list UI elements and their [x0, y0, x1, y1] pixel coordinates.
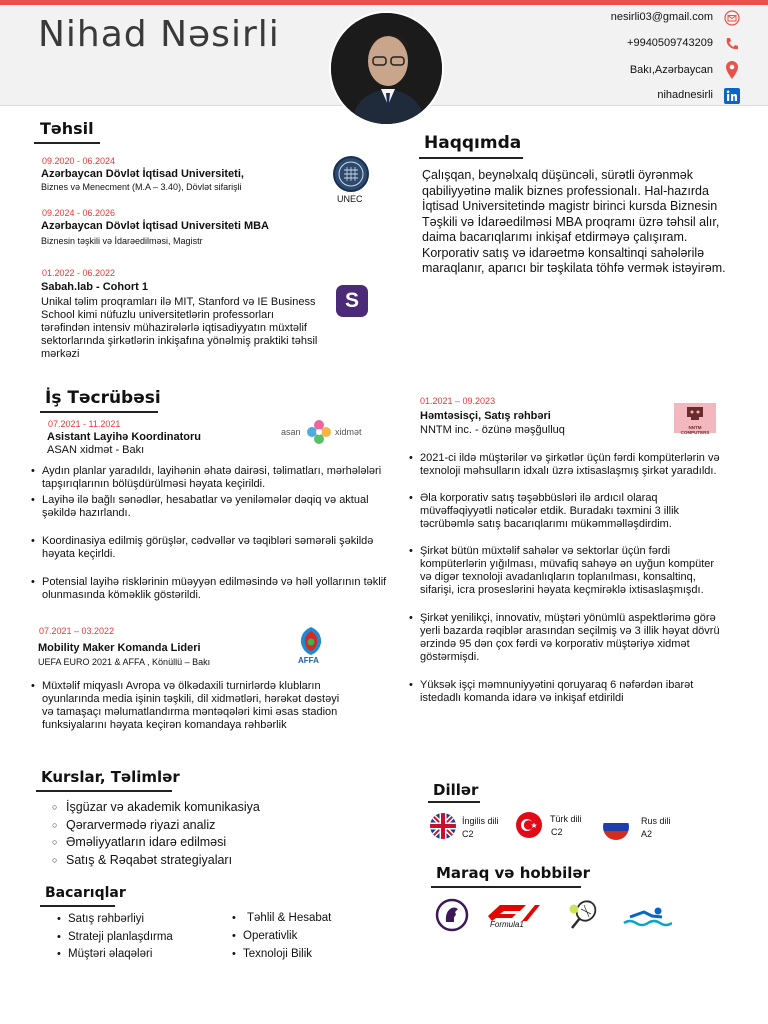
languages-title-underline: [428, 801, 480, 803]
avatar: [329, 11, 444, 126]
formula1-label: Formula1: [490, 920, 524, 928]
education-date-2: 09.2024 - 06.2026: [42, 208, 116, 218]
skill-item-5: • Operativlik: [243, 927, 331, 945]
skills-col-2: [243, 909, 331, 963]
language-level-2: C2: [551, 827, 563, 837]
asan-bullet-1: • Aydın planlar yaradıldı, layihənin əhatə dairəsi, təlimatları, mərhələləri tapşırıqlarının bölüşdürülməsi həyata keçirildi.: [42, 465, 387, 491]
sabah-lab-logo-icon: S: [336, 285, 368, 317]
phone-icon: [724, 36, 740, 52]
premier-league-icon: [432, 898, 472, 932]
education-title-underline: [34, 142, 100, 144]
asan-logo-right-text: xidmət: [335, 427, 362, 437]
asan-xidmet-logo: [281, 418, 367, 446]
asan-logo-left-text: asan: [281, 427, 301, 437]
nntm-bullet-1: • 2021-ci ildə müştərilər və şirkətlər üçün fərdi kompüterlərin və texnoloji məhsulların idxalı üzrə ixtisaslaşmış şirkət yaradıldı.: [420, 452, 720, 478]
asan-bullet-4: • Potensial layihə risklərinin müəyyən edilməsində və həll yollarının təklif olunmasında köməklik göstərildi.: [42, 576, 387, 602]
affa-logo: [298, 626, 324, 666]
education-detail-3: Unikal təlim proqramları ilə MIT, Stanford və IE Business School kimi nüfuzlu universitetlərin professorları tərəfindən intensiv mühazirələrlə iqtisadiyyatın müxtəlif sektorlarında şirkətlərin inkişafına yönəlmiş praktiki təhsil mərkəzi: [41, 296, 318, 360]
uefa-date: 07.2021 – 03.2022: [39, 626, 115, 636]
hobbies-title-underline: [431, 886, 581, 888]
nntm-bullet-3: • Şirkət bütün müxtəlif sahələr və sektorlar üçün fərdi kompüterlərin yığılması, müvafiq sahəyə ən uyğun kompüter və digər texnoloji avadanlıqların toplanılması, konsaltinq, sifarişi, icra proseslərini həyata keçmirəklə ixtisaslaşmışdı.: [420, 545, 720, 597]
skills-title: Bacarıqlar: [45, 885, 126, 901]
location-text: Bakı,Azərbaycan: [629, 64, 713, 76]
education-school-3: Sabah.lab - Cohort 1: [41, 281, 148, 293]
asan-flower-icon: [305, 418, 333, 446]
uefa-org: UEFA EURO 2021 & AFFA , Könüllü – Bakı: [38, 657, 211, 667]
nntm-date: 01.2021 – 09.2023: [420, 396, 496, 406]
asan-role: Asistant Layihə Koordinatoru: [47, 431, 202, 443]
education-school-2: Azərbaycan Dövlət İqtisad Universiteti MBA: [41, 220, 270, 232]
courses-title: Kurslar, Təlimlər: [41, 768, 180, 786]
skill-item-3: • Müştəri əlaqələri: [68, 946, 173, 964]
hobbies-title: Maraq və hobbilər: [436, 864, 591, 882]
education-detail-2: Biznesin təşkili və İdarəedilməsi, Magistr: [41, 236, 203, 246]
nntm-bullet-4: • Şirkət yenilikçi, innovativ, müştəri yönümlü aspektlərimə görə yerli bazarda rəqiblər arasından seçilmiş və 3 illik həyat dövrü ərzində 95 dən çox fərdi və korporativ müştəriyə xidmət göstərmişdi.: [420, 612, 720, 664]
education-date-3: 01.2022 - 06.2022: [42, 268, 116, 278]
language-name-2: Türk dili: [550, 814, 582, 824]
portrait-image: [331, 13, 444, 126]
language-level-1: C2: [462, 829, 474, 839]
nntm-mascot-icon: [674, 403, 716, 425]
linkedin-text[interactable]: nihadnesirli: [657, 89, 713, 101]
person-name: Nihad Nəsirli: [38, 14, 280, 55]
courses-list: [52, 799, 260, 869]
education-detail-1: Biznes və Menecment (M.A – 3.40), Dövlət sifarişli: [41, 182, 242, 192]
nntm-bullet-2: • Əla korporativ satış təşəbbüsləri ilə ardıcıl olaraq müvəffəqiyyətli nəticələr etdik. Buradakı təxmini 3 illik təcrübəmlə satış bacarıqlarımı mükəmməlləşdirdim.: [420, 492, 720, 531]
linkedin-icon[interactable]: [724, 88, 740, 104]
asan-bullet-2: • Layihə ilə bağlı sənədlər, hesabatlar və yeniləmələr dəqiq və aktual şəkildə hazırlandı.: [42, 494, 387, 520]
skill-item-6: • Texnoloji Bilik: [243, 945, 331, 963]
education-date-1: 09.2020 - 06.2024: [42, 156, 116, 166]
affa-emblem-icon: [298, 626, 324, 656]
skills-col-1: [68, 911, 173, 964]
nntm-bullet-5: • Yüksək işçi məmnuniyyətini qoruyaraq 6 nəfərdən ibarət istedadlı komanda idarə və inkişaf etdirildi: [420, 679, 720, 705]
unec-logo-label: UNEC: [337, 194, 363, 204]
asan-bullets: [42, 465, 387, 602]
uefa-bullets: [42, 680, 342, 732]
about-title-underline: [419, 157, 523, 159]
nntm-logo: [674, 403, 716, 433]
uefa-role: Mobility Maker Komanda Lideri: [38, 642, 201, 654]
about-text: Çalışqan, beynəlxalq düşüncəli, sürətli öyrənmək qabiliyyətinə malik biznes professionalı. Hal-hazırda İqtisad Universitetində magistr birinci kursda Biznesin Təşkili və İdarəedilməsi MBA proqramı üzrə təhsil alır, daima bacarıqlarımı inkişaf etdirməyə çalışıram. Korporativ satış və idarəetmə konsaltinqi sahələrilə maraqlanır, aparıcı bir təşkilata töhfə vermək istəyirəm.: [422, 168, 726, 275]
skill-item-2: • Strateji planlaşdırma: [68, 929, 173, 947]
nntm-org: NNTM inc. - özünə məşğulluq: [420, 424, 565, 436]
asan-date: 07.2021 - 11.2021: [48, 419, 121, 429]
nntm-role: Həmtəsisçi, Satış rəhbəri: [420, 410, 551, 422]
course-item-2: ○ Qərarvermədə riyazi analiz: [52, 817, 216, 832]
nntm-bullets: [420, 452, 720, 705]
language-level-3: A2: [641, 829, 653, 839]
email-text[interactable]: nesirli03@gmail.com: [610, 11, 713, 23]
course-item-1: ○ İşgüzar və akademik komunikasiya: [52, 800, 260, 814]
course-item-3: ○ Əməliyyatların idarə edilməsi: [52, 835, 227, 849]
education-school-1: Azərbaycan Dövlət İqtisad Universiteti,: [41, 168, 244, 180]
affa-logo-label: AFFA: [298, 656, 319, 665]
course-item-4: ○ Satış & Rəqabət strategiyaları: [52, 852, 233, 867]
languages-title: Dillər: [433, 781, 479, 799]
asan-org: ASAN xidmət - Bakı: [47, 444, 145, 456]
uefa-bullet-1: • Müxtəlif miqyaslı Avropa və ölkədaxili turnirlərdə klubların oyunlarında media işinin təşkili, dil xidmətləri, hərəkət dəstəyi və tamaşaçı məlumatlandırma məntəqələri kimi əsas stadion funksiyalarını həyata keçirən komandaya rəhbərlik: [42, 680, 342, 732]
language-name-3: Rus dili: [641, 816, 671, 826]
russia-flag-icon: [603, 814, 629, 840]
courses-title-underline: [36, 790, 172, 792]
location-pin-icon: [724, 60, 740, 80]
education-title: Təhsil: [40, 119, 94, 138]
about-title: Haqqımda: [424, 133, 522, 153]
email-icon: [724, 10, 740, 26]
skill-item-1: • Satış rəhbərliyi: [68, 911, 173, 929]
nntm-logo-label: NNTM COMPUTERS: [680, 425, 710, 435]
turkey-flag-icon: [516, 812, 542, 838]
swimming-icon: [622, 906, 672, 928]
experience-title-underline: [40, 411, 158, 413]
formula1-icon: [486, 902, 541, 928]
uk-flag-icon: [430, 813, 456, 839]
phone-text[interactable]: +9940509743209: [627, 37, 713, 49]
experience-title: İş Təcrübəsi: [45, 388, 161, 408]
unec-logo-icon: [333, 156, 369, 192]
skills-title-underline: [40, 905, 115, 907]
asan-bullet-3: • Koordinasiya edilmiş görüşlər, cədvəllər və təqibləri səmərəli şəkildə həyata keçirldi.: [42, 535, 387, 561]
language-name-1: İngilis dili: [462, 816, 499, 826]
tennis-icon: [564, 898, 604, 932]
skill-item-4: • Təhlil & Hesabat: [243, 909, 331, 927]
